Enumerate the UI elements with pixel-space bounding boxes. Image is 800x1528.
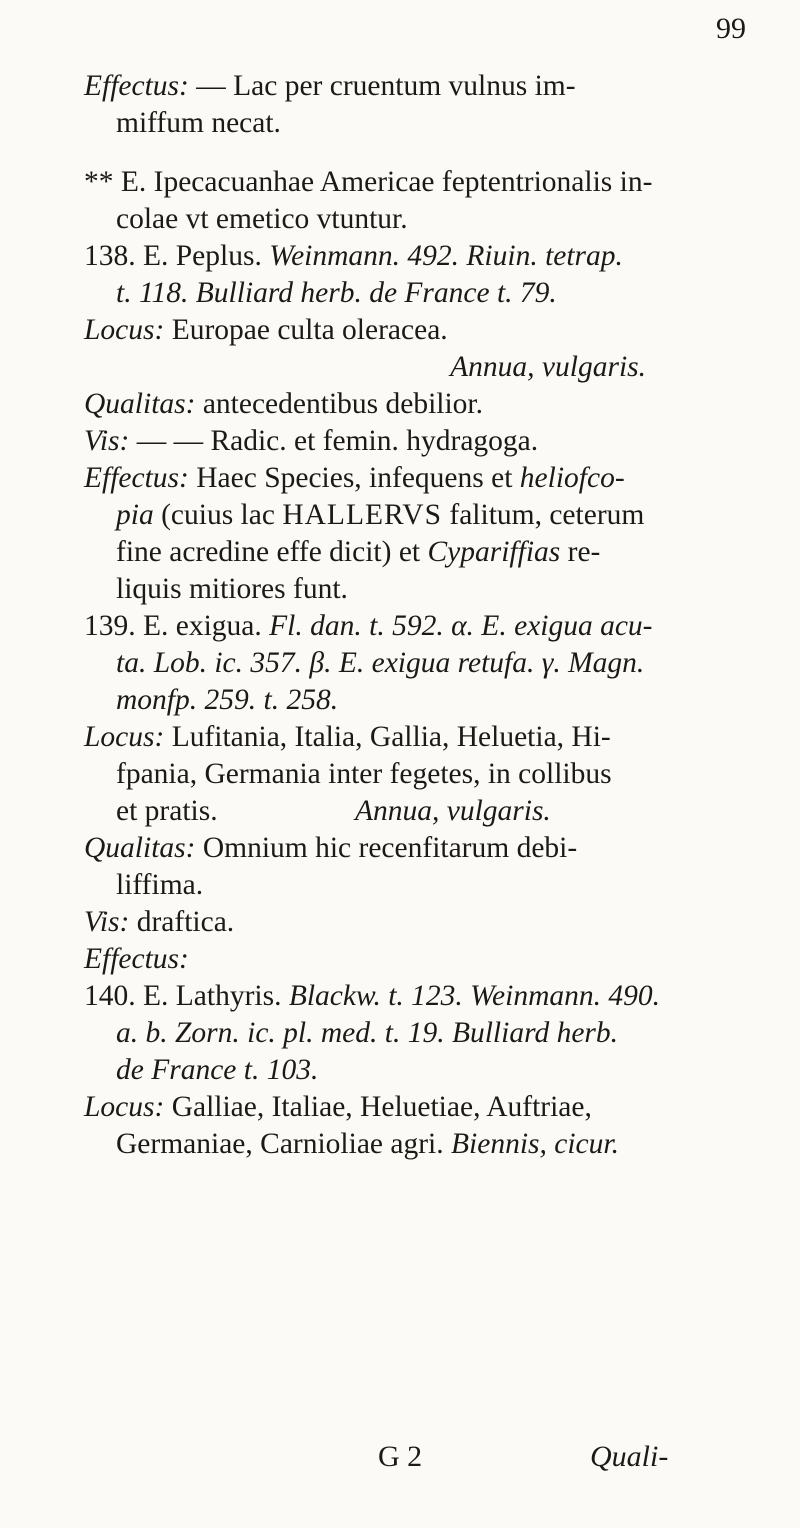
text-line: ** E. Ipecacuanhae Americae feptentrionalis in-: [84, 166, 653, 198]
text-line: et pratis. Annua, vulgaris.: [116, 795, 551, 827]
text-line: liquis mitiores funt.: [116, 573, 348, 605]
main-text: [84, 68, 766, 1163]
text-line: fpania, Germania inter fegetes, in collibus: [116, 758, 612, 790]
text-line: t. 118. Bulliard herb. de France t. 79.: [116, 277, 557, 309]
text-line: 139. E. exigua. Fl. dan. t. 592. α. E. exigua acu-: [84, 610, 653, 642]
text-line: miffum necat.: [116, 107, 281, 139]
text-line: Effectus:: [84, 943, 189, 975]
text-line: Germaniae, Carnioliae agri. Biennis, cicur.: [116, 1128, 619, 1160]
text-line: Effectus: — Lac per cruentum vulnus im-: [84, 70, 576, 102]
text-line: Qualitas: Omnium hic recenfitarum debi-: [84, 832, 578, 864]
text-line: Locus: Lufitania, Italia, Gallia, Heluetia, Hi-: [84, 721, 611, 753]
text-line: 138. E. Peplus. Weinmann. 492. Riuin. tetrap.: [84, 240, 623, 272]
text-line: Qualitas: antecedentibus debilior.: [84, 388, 483, 420]
text-line: ta. Lob. ic. 357. β. E. exigua retufa. γ. Magn.: [116, 647, 645, 679]
page-number: 99: [716, 12, 746, 45]
text-line: Locus: Europae culta oleracea.: [84, 314, 448, 346]
text-line: Vis: — — Radic. et femin. hydragoga.: [84, 425, 539, 457]
text-line: Locus: Galliae, Italiae, Heluetiae, Auftriae,: [84, 1091, 592, 1123]
catchword: Quali-: [590, 1440, 669, 1473]
text-line: a. b. Zorn. ic. pl. med. t. 19. Bulliard herb.: [116, 1017, 619, 1049]
text-line: de France t. 103.: [116, 1054, 319, 1086]
text-line: 140. E. Lathyris. Blackw. t. 123. Weinmann. 490.: [84, 980, 661, 1012]
text-line: Effectus: Haec Species, infequens et heliofco-: [84, 462, 625, 494]
text-line: colae vt emetico vtuntur.: [116, 203, 408, 235]
text-line: pia (cuius lac HALLERVS falitum, ceterum: [116, 499, 645, 531]
text-line: fine acredine effe dicit) et Cypariffias re-: [116, 536, 601, 568]
signature-mark: G 2: [378, 1440, 423, 1473]
text-line: liffima.: [116, 869, 204, 901]
text-line: monfp. 259. t. 258.: [116, 684, 339, 716]
text-line: Vis: draftica.: [84, 906, 235, 938]
text-line: Annua, vulgaris.: [450, 351, 646, 383]
